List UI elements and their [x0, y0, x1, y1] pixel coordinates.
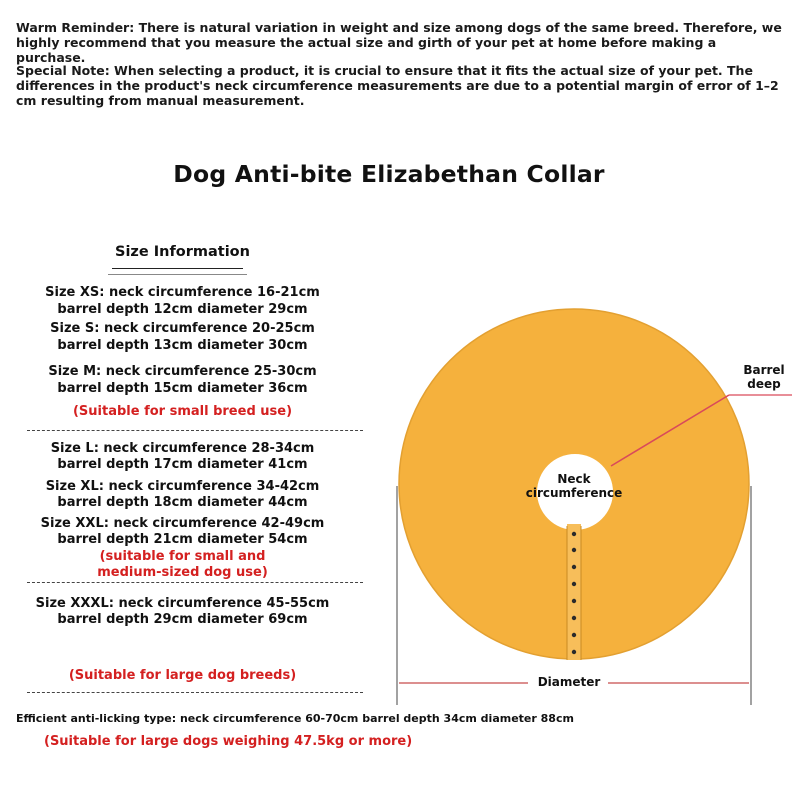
neck-circumference-label — [520, 472, 628, 500]
large-breed-note: (Suitable for large dog breeds) — [68, 668, 297, 683]
button-hole — [572, 650, 576, 654]
small-breed-note: (Suitable for small breed use) — [72, 404, 293, 419]
large-dog-weight-note: (Suitable for large dogs weighing 47.5kg or more) — [44, 734, 413, 749]
size-xxl-line1: Size XXL: neck circumference 42-49cm — [40, 516, 325, 531]
size-xxl-line2: barrel depth 21cm diameter 54cm — [57, 532, 308, 547]
small-medium-note-line2: medium-sized dog use) — [97, 565, 268, 580]
neck-circumference-label-line2: circumference — [525, 486, 623, 500]
size-xs-line1: Size XS: neck circumference 16-21cm — [45, 285, 320, 300]
barrel-deep-label-line1: Barrel — [743, 363, 785, 377]
size-s-line2: barrel depth 13cm diameter 30cm — [57, 338, 308, 353]
barrel-deep-label-line2: deep — [747, 377, 781, 391]
collar-slit — [567, 524, 581, 660]
size-xxxl-line2: barrel depth 29cm diameter 69cm — [57, 612, 308, 627]
size-information-heading: Size Information — [115, 244, 250, 260]
button-hole — [572, 616, 576, 620]
small-medium-note-line1: (suitable for small and — [99, 549, 266, 564]
size-l-line1: Size L: neck circumference 28-34cm — [50, 441, 315, 456]
size-m-line2: barrel depth 15cm diameter 36cm — [57, 381, 308, 396]
button-hole — [572, 599, 576, 603]
efficient-type-text: Efficient anti-licking type: neck circumference 60-70cm barrel depth 34cm diameter 88cm — [16, 712, 574, 725]
warm-reminder-text: Warm Reminder: There is natural variation in weight and size among dogs of the same breed. Therefore, we highly recommend that you measure the actual size and girth of your pet at home before making a purchase. — [16, 20, 782, 65]
button-hole — [572, 565, 576, 569]
size-xs-line2: barrel depth 12cm diameter 29cm — [57, 302, 308, 317]
diameter-label: Diameter — [537, 675, 601, 689]
size-xxxl-line1: Size XXXL: neck circumference 45-55cm — [35, 596, 330, 611]
size-xl-line1: Size XL: neck circumference 34-42cm — [45, 479, 320, 494]
button-hole — [572, 548, 576, 552]
size-m-line1: Size M: neck circumference 25-30cm — [48, 364, 317, 379]
page-title: Dog Anti-bite Elizabethan Collar — [173, 160, 605, 188]
button-hole — [572, 532, 576, 536]
button-hole — [572, 582, 576, 586]
button-hole — [572, 633, 576, 637]
size-l-line2: barrel depth 17cm diameter 41cm — [57, 457, 308, 472]
size-s-line1: Size S: neck circumference 20-25cm — [50, 321, 315, 336]
special-note-text: Special Note: When selecting a product, it is crucial to ensure that it fits the actual size of your pet. The differences in the product's neck circumference measurements are due to a potential margin of error of 1–2 cm resulting from manual measurement. — [16, 63, 779, 108]
neck-circumference-label-line1: Neck — [557, 472, 591, 486]
barrel-deep-label — [733, 363, 795, 391]
size-xl-line2: barrel depth 18cm diameter 44cm — [57, 495, 308, 510]
